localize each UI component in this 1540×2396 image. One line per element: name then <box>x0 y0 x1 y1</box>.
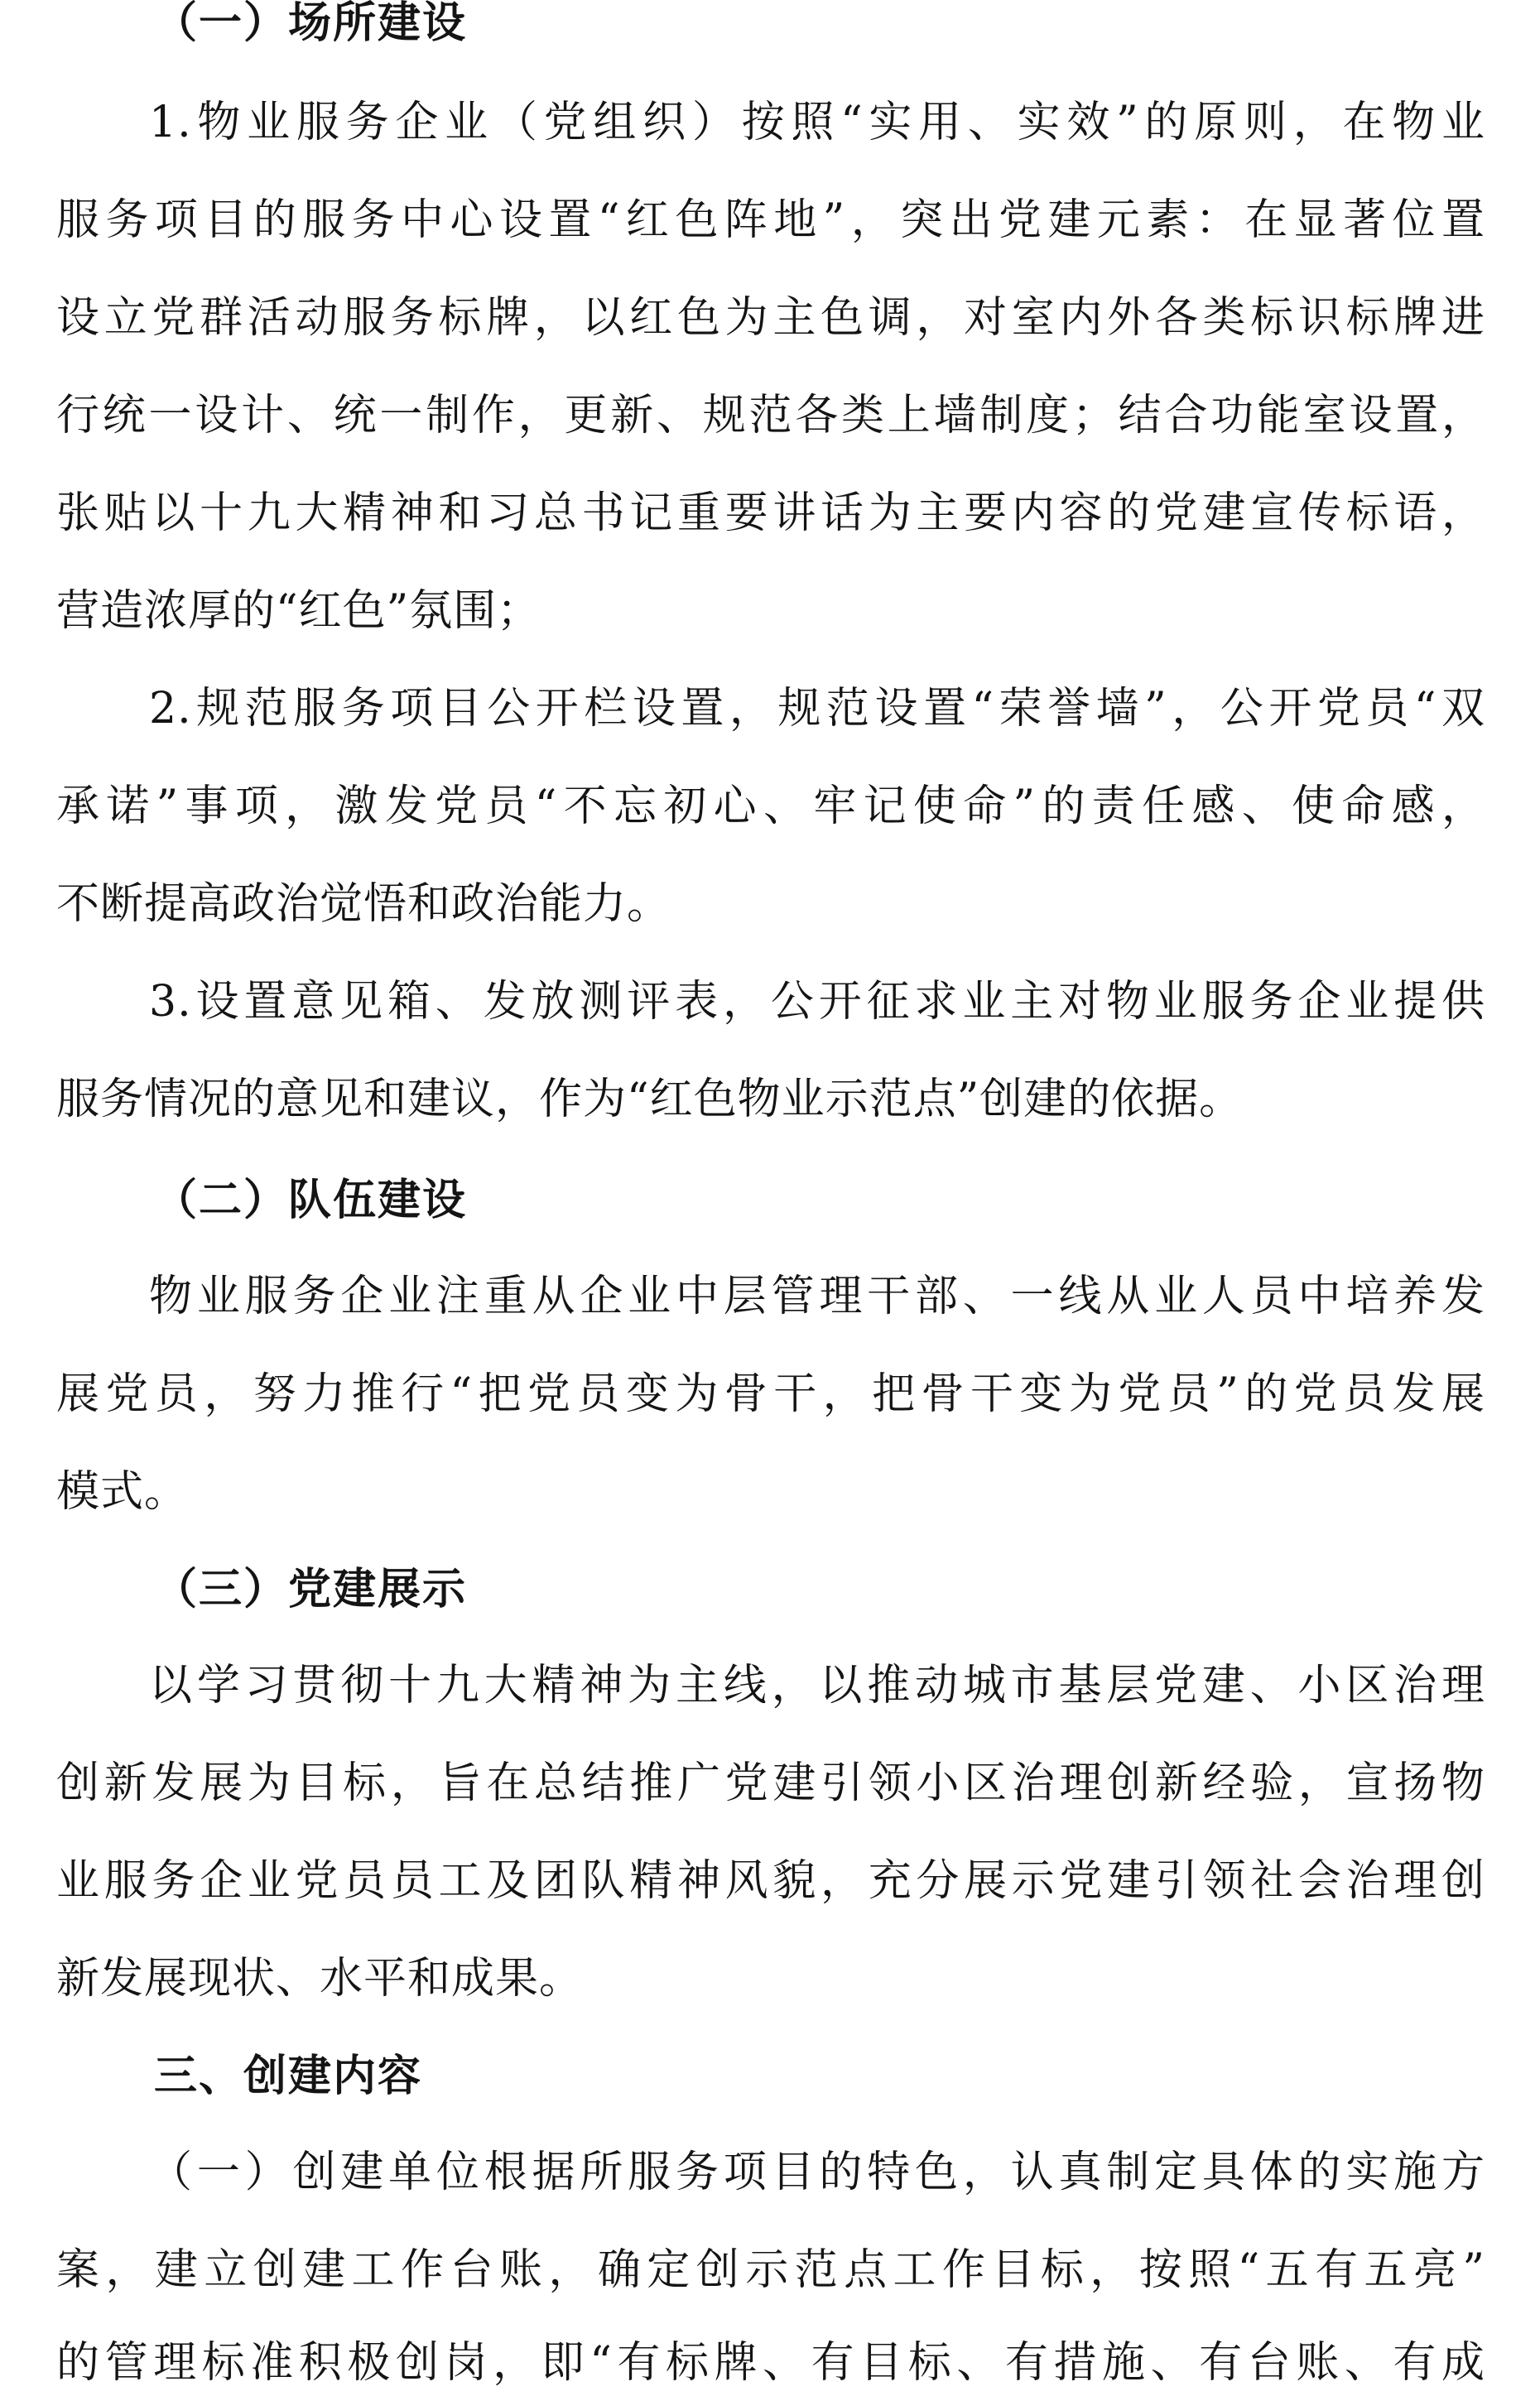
paragraph-line: 承诺”事项，激发党员“不忘初心、牢记使命”的责任感、使命感， <box>56 782 1485 831</box>
section-heading-content: 三、创建内容 <box>154 2052 423 2101</box>
paragraph-line: 3.设置意见箱、发放测评表，公开征求业主对物业服务企业提供 <box>149 977 1485 1027</box>
subsection-heading-team: （二）队伍建设 <box>154 1176 468 1225</box>
paragraph-line: 创新发展为目标，旨在总结推广党建引领小区治理创新经验，宣扬物 <box>56 1759 1485 1808</box>
paragraph-line: 物业服务企业注重从企业中层管理干部、一线从业人员中培养发 <box>149 1272 1485 1321</box>
paragraph-line: 的管理标准积极创岗，即“有标牌、有目标、有措施、有台账、有成 <box>56 2338 1485 2388</box>
paragraph-line: 案，建立创建工作台账，确定创示范点工作目标，按照“五有五亮” <box>56 2245 1485 2295</box>
paragraph-line: 服务情况的意见和建议，作为“红色物业示范点”创建的依据。 <box>56 1075 1244 1124</box>
paragraph-line: 展党员，努力推行“把党员变为骨干，把骨干变为党员”的党员发展 <box>56 1369 1485 1419</box>
paragraph-line: 服务项目的服务中心设置“红色阵地”，突出党建元素：在显著位置 <box>56 195 1485 245</box>
paragraph-line: 2.规范服务项目公开栏设置，规范设置“荣誉墙”，公开党员“双 <box>149 684 1485 734</box>
paragraph-line: 张贴以十九大精神和习总书记重要讲话为主要内容的党建宣传标语， <box>56 488 1485 538</box>
paragraph-line: 行统一设计、统一制作，更新、规范各类上墙制度；结合功能室设置， <box>56 391 1485 440</box>
paragraph-line: 不断提高政治觉悟和政治能力。 <box>56 879 671 929</box>
paragraph-line: 业服务企业党员员工及团队精神风貌，充分展示党建引领社会治理创 <box>56 1856 1485 1906</box>
paragraph-line: 设立党群活动服务标牌，以红色为主色调，对室内外各类标识标牌进 <box>56 293 1485 343</box>
paragraph-line: 模式。 <box>56 1467 189 1517</box>
subsection-heading-venue: （一）场所建设 <box>154 0 468 48</box>
paragraph-line: 营造浓厚的“红色”氛围； <box>56 586 541 636</box>
subsection-heading-display: （三）党建展示 <box>154 1565 468 1614</box>
paragraph-line: （一）创建单位根据所服务项目的特色，认真制定具体的实施方 <box>149 2148 1485 2197</box>
paragraph-line: 1.物业服务企业（党组织）按照“实用、实效”的原则，在物业 <box>149 98 1485 147</box>
paragraph-line: 新发展现状、水平和成果。 <box>56 1954 584 2004</box>
paragraph-line: 以学习贯彻十九大精神为主线，以推动城市基层党建、小区治理 <box>149 1661 1485 1710</box>
